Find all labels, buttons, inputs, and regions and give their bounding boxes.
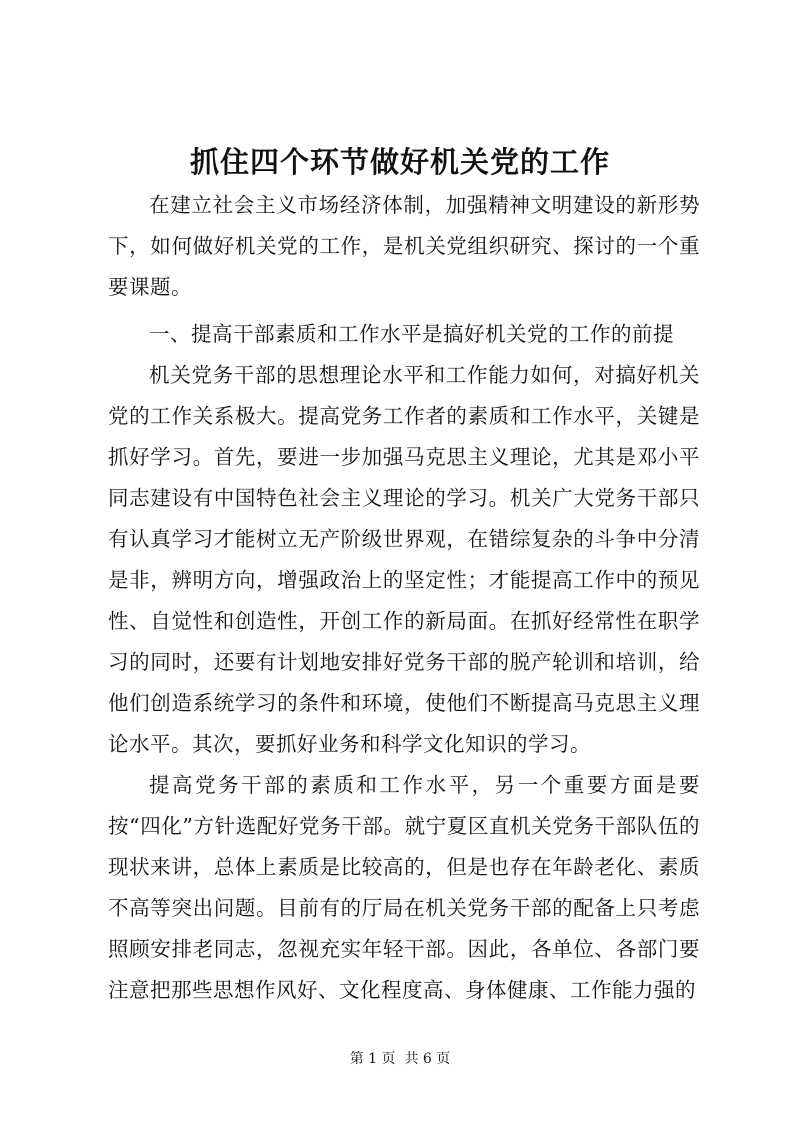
document-title: 抓住四个环节做好机关党的工作 [189, 145, 610, 179]
paragraph-staffing: 提高党务干部的素质和工作水平，另一个重要方面是要按“四化”方针选配好党务干部。就宁夏区直机关党务干部队伍的现状来讲，总体上素质是比较高的，但是也存在年龄老化、素质不高等突出问题。目前有的厅局在机关党务干部的配备上只考虑照顾安排老同志，忽视充实年轻干部。因此，各单位、各部门要注意把那些思想作风好、文化程度高、身体健康、工作能力强的 [108, 773, 700, 1002]
paragraph-study: 机关党务干部的思想理论水平和工作能力如何，对搞好机关党的工作关系极大。提高党务工作者的素质和工作水平，关键是抓好学习。首先，要进一步加强马克思主义理论，尤其是邓小平同志建设有中国特色社会主义理论的学习。机关广大党务干部只有认真学习才能树立无产阶级世界观，在错综复杂的斗争中分清是非，辨明方向，增强政治上的坚定性；才能提高工作中的预见性、自觉性和创造性，开创工作的新局面。在抓好经常性在职学习的同时，还要有计划地安排好党务干部的脱产轮训和培训，给他们创造系统学习的条件和环境，使他们不断提高马克思主义理论水平。其次，要抓好业务和科学文化知识的学习。 [108, 363, 700, 756]
page-number-label: 第 1 页 共 6 页 [349, 1051, 451, 1067]
document-body [108, 185, 700, 1011]
section-heading-1: 一、提高干部素质和工作水平是搞好机关党的工作的前提 [149, 322, 674, 346]
paragraph-intro: 在建立社会主义市场经济体制，加强精神文明建设的新形势下，如何做好机关党的工作，是机关党组织研究、探讨的一个重要课题。 [108, 193, 700, 299]
page-footer [0, 1049, 800, 1069]
